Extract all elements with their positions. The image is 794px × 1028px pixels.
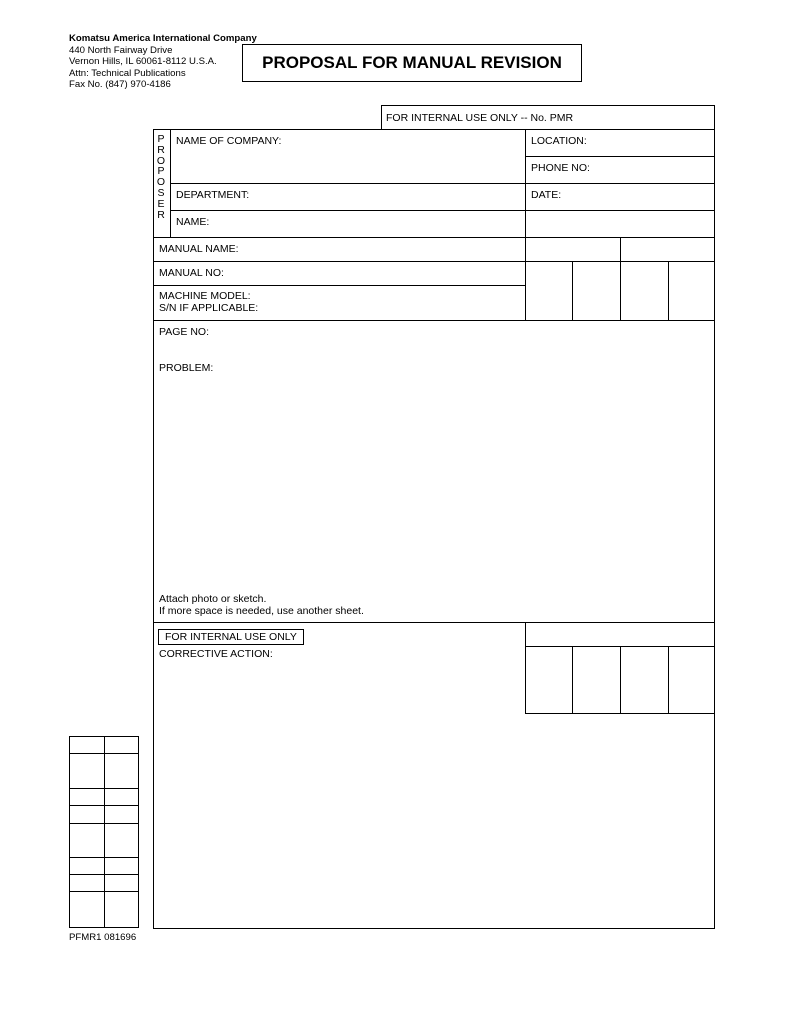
company-name: Komatsu America International Company <box>69 33 257 44</box>
divider-proposer <box>153 237 715 238</box>
grid-divider-a <box>620 237 621 261</box>
routing-row-5 <box>69 857 139 858</box>
manual-name-field[interactable] <box>240 239 522 260</box>
location-label: LOCATION: <box>531 135 587 147</box>
serial-number-label: S/N IF APPLICABLE: <box>159 302 259 314</box>
divider-department <box>170 210 715 211</box>
divider-manual-no <box>153 285 525 286</box>
problem-label: PROBLEM: <box>159 362 214 374</box>
routing-row-2 <box>69 788 139 789</box>
letterhead <box>69 33 257 91</box>
divider-location <box>525 156 715 157</box>
name-label: NAME: <box>176 216 210 228</box>
date-label: DATE: <box>531 189 562 201</box>
name-of-company-label: NAME OF COMPANY: <box>176 135 282 147</box>
address-line-2: Vernon Hills, IL 60061-8112 U.S.A. <box>69 56 217 67</box>
department-label: DEPARTMENT: <box>176 189 250 201</box>
pmr-label: FOR INTERNAL USE ONLY -- No. PMR <box>386 112 574 124</box>
corrective-action-field[interactable] <box>155 662 523 926</box>
right-column-divider <box>525 129 526 320</box>
divider-manual-name <box>153 261 715 262</box>
form-title: PROPOSAL FOR MANUAL REVISION <box>242 44 582 82</box>
location-field[interactable] <box>527 148 713 155</box>
page-no-label: PAGE NO: <box>159 326 209 338</box>
routing-row-3 <box>69 805 139 806</box>
corrective-action-label: CORRECTIVE ACTION: <box>159 648 273 660</box>
routing-grid-center <box>104 736 105 928</box>
manual-no-field[interactable] <box>226 263 522 284</box>
routing-row-6 <box>69 874 139 875</box>
more-space-note: If more space is needed, use another sheet. <box>159 605 364 617</box>
date-field[interactable] <box>565 185 713 209</box>
problem-field[interactable] <box>155 376 713 588</box>
grid-divider-c <box>620 261 621 320</box>
divider-company <box>170 183 715 184</box>
grid-divider-b <box>572 261 573 320</box>
attention-line: Attn: Technical Publications <box>69 67 186 79</box>
lower-grid-bottom <box>525 713 715 714</box>
machine-model-label: MACHINE MODEL: <box>159 290 251 302</box>
divider-problem <box>153 622 715 623</box>
routing-row-4 <box>69 823 139 824</box>
routing-row-7 <box>69 891 139 892</box>
department-field[interactable] <box>250 185 522 209</box>
manual-no-label: MANUAL NO: <box>159 267 224 279</box>
machine-model-field[interactable] <box>262 287 522 319</box>
form-number: PFMR1 081696 <box>69 932 137 943</box>
divider-machine-model <box>153 320 715 321</box>
lower-grid-divider-a <box>572 646 573 713</box>
routing-row-1 <box>69 753 139 754</box>
attach-photo-note: Attach photo or sketch. <box>159 593 267 605</box>
lower-grid-divider-b <box>620 646 621 713</box>
company-name-field[interactable] <box>172 148 522 181</box>
name-field[interactable] <box>210 212 522 236</box>
grid-divider-d <box>668 261 669 320</box>
address-line-1: 440 North Fairway Drive <box>69 44 173 56</box>
fax-number: Fax No. (847) 970-4186 <box>69 79 171 90</box>
lower-right-divider <box>525 622 526 714</box>
phone-field[interactable] <box>527 175 713 182</box>
manual-name-label: MANUAL NAME: <box>159 243 239 255</box>
internal-use-only-badge: FOR INTERNAL USE ONLY <box>158 629 304 645</box>
phone-no-label: PHONE NO: <box>531 162 590 174</box>
lower-grid-divider-c <box>668 646 669 713</box>
proposer-vertical-label: P R O P O S E R <box>156 133 166 221</box>
